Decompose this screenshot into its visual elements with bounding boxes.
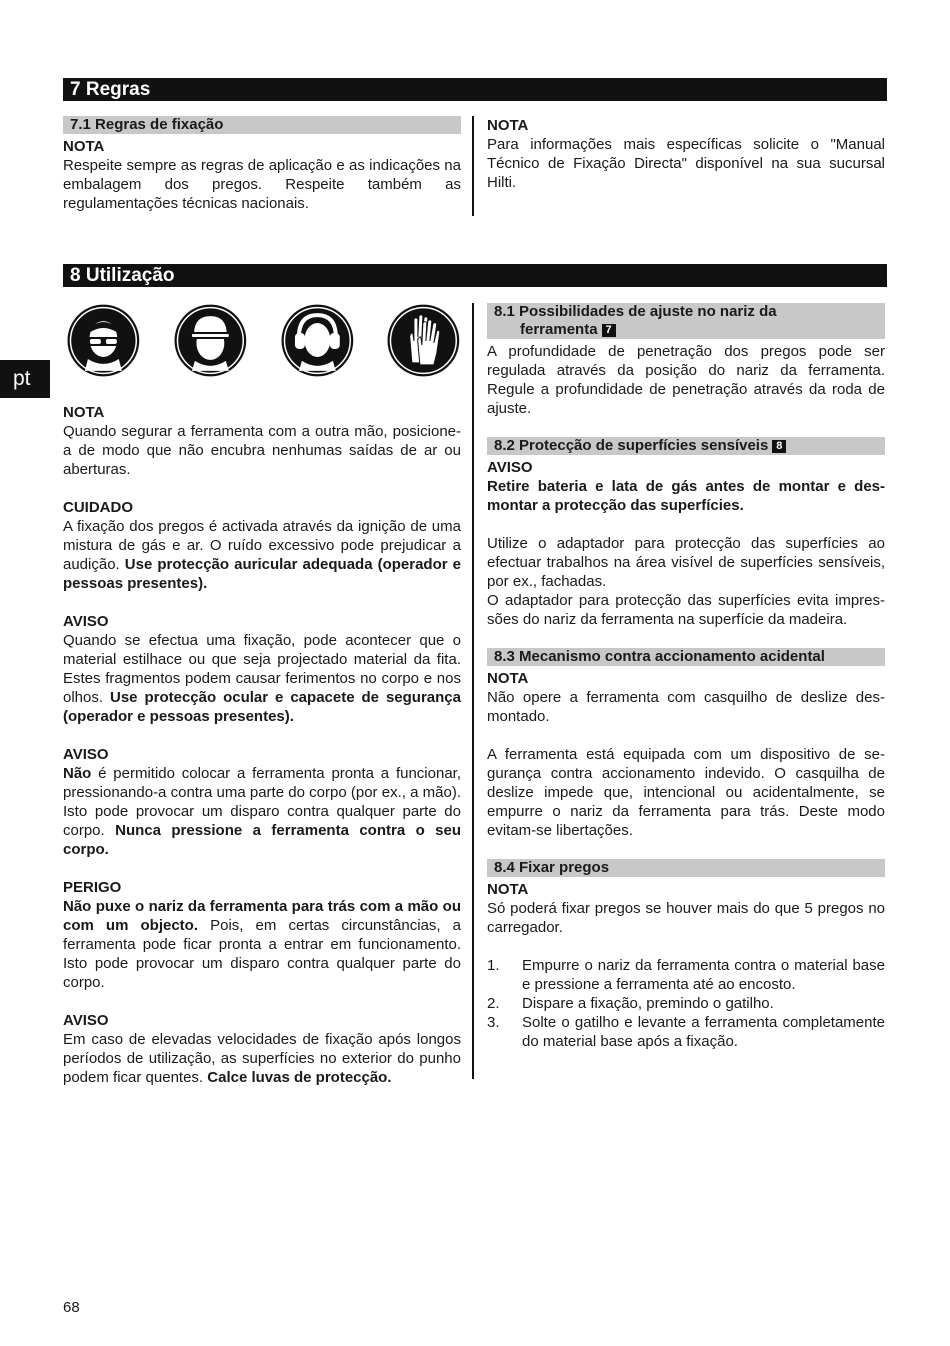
subsection-8-2-text: Utilize o adaptador para protecção das superfícies ao efectuar trabalhos na área visível de superfícies sensíveis, por ex., fachadas. [487, 535, 885, 590]
section-7-left-column [63, 116, 461, 213]
aviso-text: Retire bateria e lata de gás antes de montar e desmontar a protecção das superfícies. [487, 478, 885, 514]
nota-label: NOTA [63, 138, 105, 155]
perigo-label: PERIGO [63, 879, 122, 896]
column-divider [472, 303, 474, 1079]
ppe-icons [63, 303, 461, 378]
nota-text: Não opere a ferramenta com casquilho de deslize desmontado. [487, 689, 885, 725]
nota-label: NOTA [487, 670, 529, 687]
nota-text: Quando segurar a ferramenta com a outra mão, posicione-a de modo que não encubra nenhumas saídas de ar ou aberturas. [63, 423, 461, 478]
subsection-8-2-text: O adaptador para protecção das superfícies evita impressões do nariz da ferramenta na superfície da madeira. [487, 592, 885, 628]
ear-protection-icon [280, 303, 355, 378]
aviso-text: Em caso de elevadas velocidades de fixação após longos períodos de utilização, as superfícies no exterior do punho podem ficar quentes. Calce luvas de protecção. [63, 1031, 461, 1086]
section-7-title: 7 Regras [63, 78, 887, 101]
section-8-left-column [63, 303, 461, 1087]
column-divider [472, 116, 474, 216]
nota-text: Só poderá fixar pregos se houver mais do que 5 pregos no carregador. [487, 900, 885, 936]
gloves-icon [386, 303, 461, 378]
nota-label: NOTA [487, 881, 529, 898]
section-8-right-column [487, 303, 885, 1051]
perigo-text: Não puxe o nariz da ferramenta para trás com a mão ou com um objecto. Pois, em certas circunstâncias, a ferramenta pode ficar pronta a entrar em funcionamento. Isto pode provocar um disparo contra qualquer parte do corpo. [63, 898, 461, 991]
nota-text: Respeite sempre as regras de aplicação e as indicações na embalagem dos pregos. Respeite também as regulamentações técnicas nacionais. [63, 157, 461, 212]
aviso-label: AVISO [63, 746, 109, 763]
list-item: 1. Empurre o nariz da ferramenta contra o material base e pressione a ferramenta até ao encosto. [487, 957, 885, 993]
aviso-text: Quando se efectua uma fixação, pode acontecer que o material estilhace ou que seja projectado material da fita. Estes fragmentos podem causar ferimentos no corpo e nos olhos. Use protecção ocular e capacete de segurança (operador e pessoas presentes). [63, 632, 461, 725]
safety-glasses-icon [66, 303, 141, 378]
aviso-label: AVISO [487, 459, 533, 476]
list-item: 2. Dispare a fixação, premindo o gatilho. [487, 995, 774, 1012]
subsection-8-3-text: A ferramenta está equipada com um dispositivo de segurança contra accionamento indevido. O casquilha de deslize impede que, intencional ou acidentalmente, se empurre o nariz da ferramenta para trás. Deste modo evitam-se libertações. [487, 746, 885, 839]
aviso-text: Não é permitido colocar a ferramenta pronta a funcionar, pressionando-a contra uma parte do corpo (por ex., a mão). Isto pode provocar um disparo contra qualquer parte do corpo. Nunca pressione a ferramenta contra o seu corpo. [63, 765, 462, 858]
figure-ref-badge: 8 [772, 440, 786, 453]
aviso-label: AVISO [63, 613, 109, 630]
cuidado-label: CUIDADO [63, 499, 133, 516]
subsection-8-1-text: A profundidade de penetração dos pregos pode ser regulada através da posição do nariz da ferramenta. Regule a profundidade de penetração através da roda de ajuste. [487, 343, 885, 417]
page-number: 68 [63, 1299, 80, 1316]
subsection-8-2-title: 8.2 Protecção de superfícies sensíveis 8 [487, 437, 885, 455]
cuidado-text: A fixação dos pregos é activada através da ignição de uma mistura de gás e ar. O ruído excessivo pode prejudicar a audição. Use protecção auricular adequada (operador e pessoas presentes). [63, 518, 461, 592]
section-8-title: 8 Utilização [63, 264, 887, 287]
nota-text: Para informações mais específicas solicite o "Manual Técnico de Fixação Directa" disponível na sua sucursal Hilti. [487, 136, 885, 191]
subsection-8-4-title: 8.4 Fixar pregos [487, 859, 885, 877]
subsection-8-1-title: 8.1 Possibilidades de ajuste no nariz da ferramenta 7 [487, 303, 885, 339]
list-item: 3. Solte o gatilho e levante a ferramenta completamente do material base após a fixação. [487, 1014, 885, 1050]
subsection-7-1-title: 7.1 Regras de fixação [63, 116, 461, 134]
section-7-right-column [487, 116, 885, 192]
language-tab: pt [0, 360, 50, 398]
nota-label: NOTA [63, 404, 105, 421]
steps-list [487, 956, 885, 1051]
subsection-8-3-title: 8.3 Mecanismo contra accionamento acidental [487, 648, 885, 666]
aviso-label: AVISO [63, 1012, 109, 1029]
figure-ref-badge: 7 [602, 324, 616, 337]
hard-hat-icon [173, 303, 248, 378]
nota-label: NOTA [487, 117, 529, 134]
